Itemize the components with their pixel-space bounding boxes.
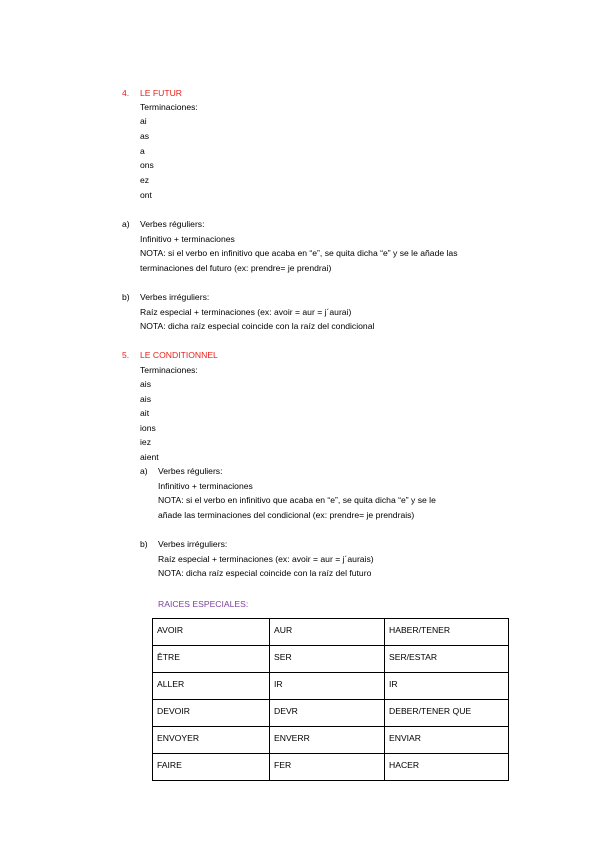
french-verb-cell: AVOIR <box>153 619 270 646</box>
futur-heading <box>122 87 182 99</box>
conditionnel-ending: aient <box>140 452 159 462</box>
futur-ending: ai <box>140 116 147 126</box>
root-cell: ENVERR <box>270 727 385 754</box>
conditionnel-regular-note-line-1: NOTA: si el verbo en infinitivo que acaba en “e”, se quita dicha “e” y se le <box>158 495 436 505</box>
conditionnel-ending: ait <box>140 408 150 418</box>
spanish-meaning-cell: ENVIAR <box>385 727 509 754</box>
conditionnel-ending: ais <box>140 394 151 404</box>
conditionnel-regular-marker: a) <box>140 466 148 476</box>
futur-irregular-title: Verbes irréguliers: <box>140 292 210 302</box>
conditionnel-title: LE CONDITIONNEL <box>140 350 218 360</box>
futur-regular-title: Verbes réguliers: <box>140 219 205 229</box>
table-row <box>153 700 509 727</box>
conditionnel-heading <box>122 349 218 361</box>
root-cell: FER <box>270 754 385 781</box>
futur-title: LE FUTUR <box>140 88 183 98</box>
root-cell: AUR <box>270 619 385 646</box>
conditionnel-ending: iez <box>140 437 151 447</box>
table-row <box>153 646 509 673</box>
conditionnel-regular-heading <box>140 465 223 477</box>
conditionnel-number: 5. <box>122 350 130 360</box>
futur-regular-note-line-2: terminaciones del futuro (ex: prendre= je prendrai) <box>140 263 332 273</box>
french-verb-cell: ÊTRE <box>153 646 270 673</box>
futur-endings-label: Terminaciones: <box>140 102 198 112</box>
root-cell: SER <box>270 646 385 673</box>
futur-ending: a <box>140 146 145 156</box>
futur-number: 4. <box>122 88 130 98</box>
futur-regular-note-line-1: NOTA: si el verbo en infinitivo que acaba en “e”, se quita dicha “e” y se le añade las <box>140 248 458 258</box>
spanish-meaning-cell: HABER/TENER <box>385 619 509 646</box>
spanish-meaning-cell: SER/ESTAR <box>385 646 509 673</box>
futur-irregular-marker: b) <box>122 292 130 302</box>
table-row <box>153 619 509 646</box>
futur-ending: ons <box>140 160 154 170</box>
conditionnel-ending: ions <box>140 423 156 433</box>
conditionnel-regular-note-line-2: añade las terminaciones del condicional (ex: prendre= je prendrais) <box>158 510 415 520</box>
conditionnel-irregular-marker: b) <box>140 539 148 549</box>
futur-regular-heading <box>122 218 205 230</box>
futur-ending: as <box>140 131 150 141</box>
table-row <box>153 754 509 781</box>
spanish-meaning-cell: IR <box>385 673 509 700</box>
futur-irregular-rule: Raíz especial + terminaciones (ex: avoir = aur = j´aurai) <box>140 307 352 317</box>
spanish-meaning-cell: HACER <box>385 754 509 781</box>
table-row <box>153 673 509 700</box>
raices-table <box>152 618 509 781</box>
french-verb-cell: DEVOIR <box>153 700 270 727</box>
futur-regular-rule: Infinitivo + terminaciones <box>140 234 235 244</box>
root-cell: IR <box>270 673 385 700</box>
futur-irregular-heading <box>122 291 209 303</box>
futur-irregular-note: NOTA: dicha raíz especial coincide con la raíz del condicional <box>140 321 375 331</box>
conditionnel-regular-rule: Infinitivo + terminaciones <box>158 481 253 491</box>
conditionnel-irregular-heading <box>140 538 227 550</box>
table-row <box>153 727 509 754</box>
conditionnel-irregular-rule: Raíz especial + terminaciones (ex: avoir = aur = j´aurais) <box>158 554 374 564</box>
conditionnel-endings-label: Terminaciones: <box>140 365 198 375</box>
conditionnel-irregular-title: Verbes irréguliers: <box>158 539 228 549</box>
conditionnel-regular-title: Verbes réguliers: <box>158 466 223 476</box>
futur-ending: ez <box>140 175 150 185</box>
conditionnel-irregular-note: NOTA: dicha raíz especial coincide con la raíz del futuro <box>158 568 372 578</box>
raices-title: RAICES ESPECIALES: <box>158 599 249 609</box>
futur-regular-marker: a) <box>122 219 130 229</box>
conditionnel-ending: ais <box>140 379 151 389</box>
french-verb-cell: ALLER <box>153 673 270 700</box>
futur-ending: ont <box>140 190 152 200</box>
root-cell: DEVR <box>270 700 385 727</box>
french-verb-cell: FAIRE <box>153 754 270 781</box>
spanish-meaning-cell: DEBER/TENER QUE <box>385 700 509 727</box>
french-verb-cell: ENVOYER <box>153 727 270 754</box>
